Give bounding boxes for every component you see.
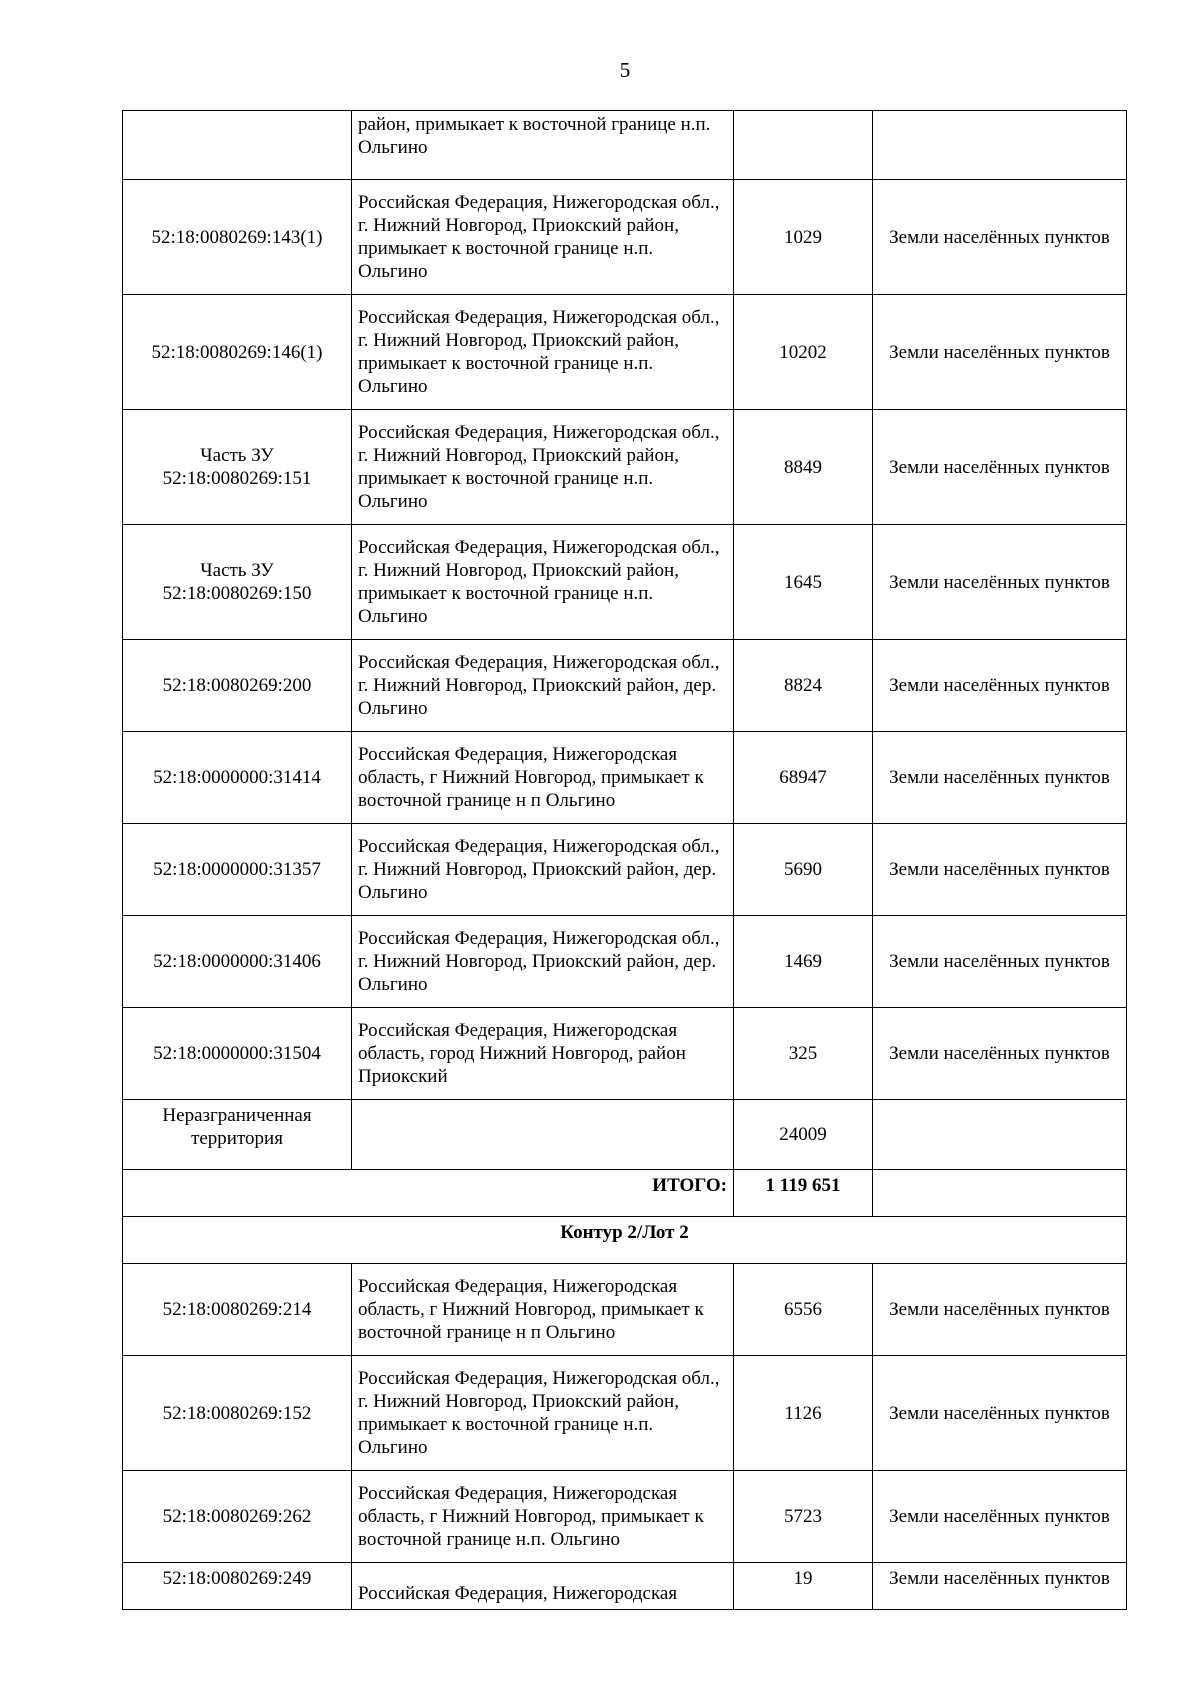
table-row bbox=[123, 1008, 1127, 1100]
table-row bbox=[123, 916, 1127, 1008]
cell-id: 52:18:0000000:31504 bbox=[123, 1008, 352, 1100]
table-row-section bbox=[123, 1217, 1127, 1264]
cell-address: район, примыкает к восточной границе н.п. Ольгино bbox=[352, 111, 734, 180]
table-row bbox=[123, 1356, 1127, 1471]
cell-area: 5723 bbox=[734, 1471, 873, 1563]
cell-area bbox=[734, 111, 873, 180]
cell-address bbox=[352, 1100, 734, 1170]
cell-category: Земли населённых пунктов bbox=[873, 824, 1127, 916]
cell-id bbox=[123, 111, 352, 180]
total-value: 1 119 651 bbox=[734, 1170, 873, 1217]
table-row bbox=[123, 295, 1127, 410]
cell-category: Земли населённых пунктов bbox=[873, 732, 1127, 824]
table-row bbox=[123, 525, 1127, 640]
parcels-table bbox=[122, 110, 1127, 1610]
cell-category bbox=[873, 111, 1127, 180]
table-row bbox=[123, 180, 1127, 295]
cell-id: 52:18:0080269:200 bbox=[123, 640, 352, 732]
cell-area: 8824 bbox=[734, 640, 873, 732]
table-row bbox=[123, 1264, 1127, 1356]
cell-area: 8849 bbox=[734, 410, 873, 525]
cell-area: 24009 bbox=[734, 1100, 873, 1170]
cell-category: Земли населённых пунктов bbox=[873, 410, 1127, 525]
table-row bbox=[123, 1563, 1127, 1610]
cell-area: 1126 bbox=[734, 1356, 873, 1471]
cell-category: Земли населённых пунктов bbox=[873, 1356, 1127, 1471]
table-row bbox=[123, 732, 1127, 824]
page-number: 5 bbox=[619, 58, 631, 82]
cell-id: 52:18:0080269:152 bbox=[123, 1356, 352, 1471]
cell-area: 1645 bbox=[734, 525, 873, 640]
cell-address: Российская Федерация, Нижегородская обл., г. Нижний Новгород, Приокский район, примыкает к восточной границе н.п. Ольгино bbox=[352, 295, 734, 410]
cell-area: 1469 bbox=[734, 916, 873, 1008]
cell-address: Российская Федерация, Нижегородская обл., г. Нижний Новгород, Приокский район, дер. Ольгино bbox=[352, 824, 734, 916]
cell-area: 19 bbox=[734, 1563, 873, 1610]
table-row bbox=[123, 640, 1127, 732]
cell-address: Российская Федерация, Нижегородская обл., г. Нижний Новгород, Приокский район, примыкает к восточной границе н.п. Ольгино bbox=[352, 525, 734, 640]
cell-id: Часть ЗУ 52:18:0080269:151 bbox=[123, 410, 352, 525]
cell-address: Российская Федерация, Нижегородская обл., г. Нижний Новгород, Приокский район, примыкает к восточной границе н.п. Ольгино bbox=[352, 180, 734, 295]
cell-category bbox=[873, 1100, 1127, 1170]
table-row bbox=[123, 1471, 1127, 1563]
table-row bbox=[123, 410, 1127, 525]
cell-id: 52:18:0080269:214 bbox=[123, 1264, 352, 1356]
cell-category: Земли населённых пунктов bbox=[873, 1471, 1127, 1563]
cell-address: Российская Федерация, Нижегородская обл., г. Нижний Новгород, Приокский район, дер. Ольгино bbox=[352, 640, 734, 732]
section-title: Контур 2/Лот 2 bbox=[123, 1217, 1127, 1264]
cell-category: Земли населённых пунктов bbox=[873, 1264, 1127, 1356]
cell-area: 6556 bbox=[734, 1264, 873, 1356]
table-row-continuation bbox=[123, 111, 1127, 180]
cell-id: Часть ЗУ 52:18:0080269:150 bbox=[123, 525, 352, 640]
cell-id: 52:18:0000000:31357 bbox=[123, 824, 352, 916]
cell-category: Земли населённых пунктов bbox=[873, 916, 1127, 1008]
cell-address: Российская Федерация, Нижегородская область, город Нижний Новгород, район Приокский bbox=[352, 1008, 734, 1100]
cell-id: 52:18:0000000:31414 bbox=[123, 732, 352, 824]
cell-address: Российская Федерация, Нижегородская область, г Нижний Новгород, примыкает к восточной границе н.п. Ольгино bbox=[352, 1471, 734, 1563]
cell-area: 10202 bbox=[734, 295, 873, 410]
cell-category: Земли населённых пунктов bbox=[873, 1563, 1127, 1610]
cell-id: 52:18:0080269:262 bbox=[123, 1471, 352, 1563]
cell-id: 52:18:0080269:143(1) bbox=[123, 180, 352, 295]
cell-id: 52:18:0000000:31406 bbox=[123, 916, 352, 1008]
cell-category: Земли населённых пунктов bbox=[873, 180, 1127, 295]
cell-area: 5690 bbox=[734, 824, 873, 916]
cell-category: Земли населённых пунктов bbox=[873, 640, 1127, 732]
cell-area: 68947 bbox=[734, 732, 873, 824]
table-row-undefined-territory bbox=[123, 1100, 1127, 1170]
cell-address: Российская Федерация, Нижегородская обл., г. Нижний Новгород, Приокский район, примыкает к восточной границе н.п. Ольгино bbox=[352, 410, 734, 525]
cell-area: 1029 bbox=[734, 180, 873, 295]
cell-address: Российская Федерация, Нижегородская обл., г. Нижний Новгород, Приокский район, примыкает к восточной границе н.п. Ольгино bbox=[352, 1356, 734, 1471]
cell-area: 325 bbox=[734, 1008, 873, 1100]
table-row-total bbox=[123, 1170, 1127, 1217]
cell-category: Земли населённых пунктов bbox=[873, 525, 1127, 640]
cell-id: 52:18:0080269:249 bbox=[123, 1563, 352, 1610]
table-row bbox=[123, 824, 1127, 916]
cell-id: 52:18:0080269:146(1) bbox=[123, 295, 352, 410]
total-label: ИТОГО: bbox=[123, 1170, 734, 1217]
cell-category: Земли населённых пунктов bbox=[873, 1008, 1127, 1100]
cell-address: Российская Федерация, Нижегородская обл., г. Нижний Новгород, Приокский район, дер. Ольгино bbox=[352, 916, 734, 1008]
cell-id: Неразграниченная территория bbox=[123, 1100, 352, 1170]
cell-address: Российская Федерация, Нижегородская область, г Нижний Новгород, примыкает к восточной границе н п Ольгино bbox=[352, 1264, 734, 1356]
cell-address: Российская Федерация, Нижегородская bbox=[352, 1563, 734, 1610]
cell-category bbox=[873, 1170, 1127, 1217]
cell-address: Российская Федерация, Нижегородская область, г Нижний Новгород, примыкает к восточной границе н п Ольгино bbox=[352, 732, 734, 824]
cell-category: Земли населённых пунктов bbox=[873, 295, 1127, 410]
